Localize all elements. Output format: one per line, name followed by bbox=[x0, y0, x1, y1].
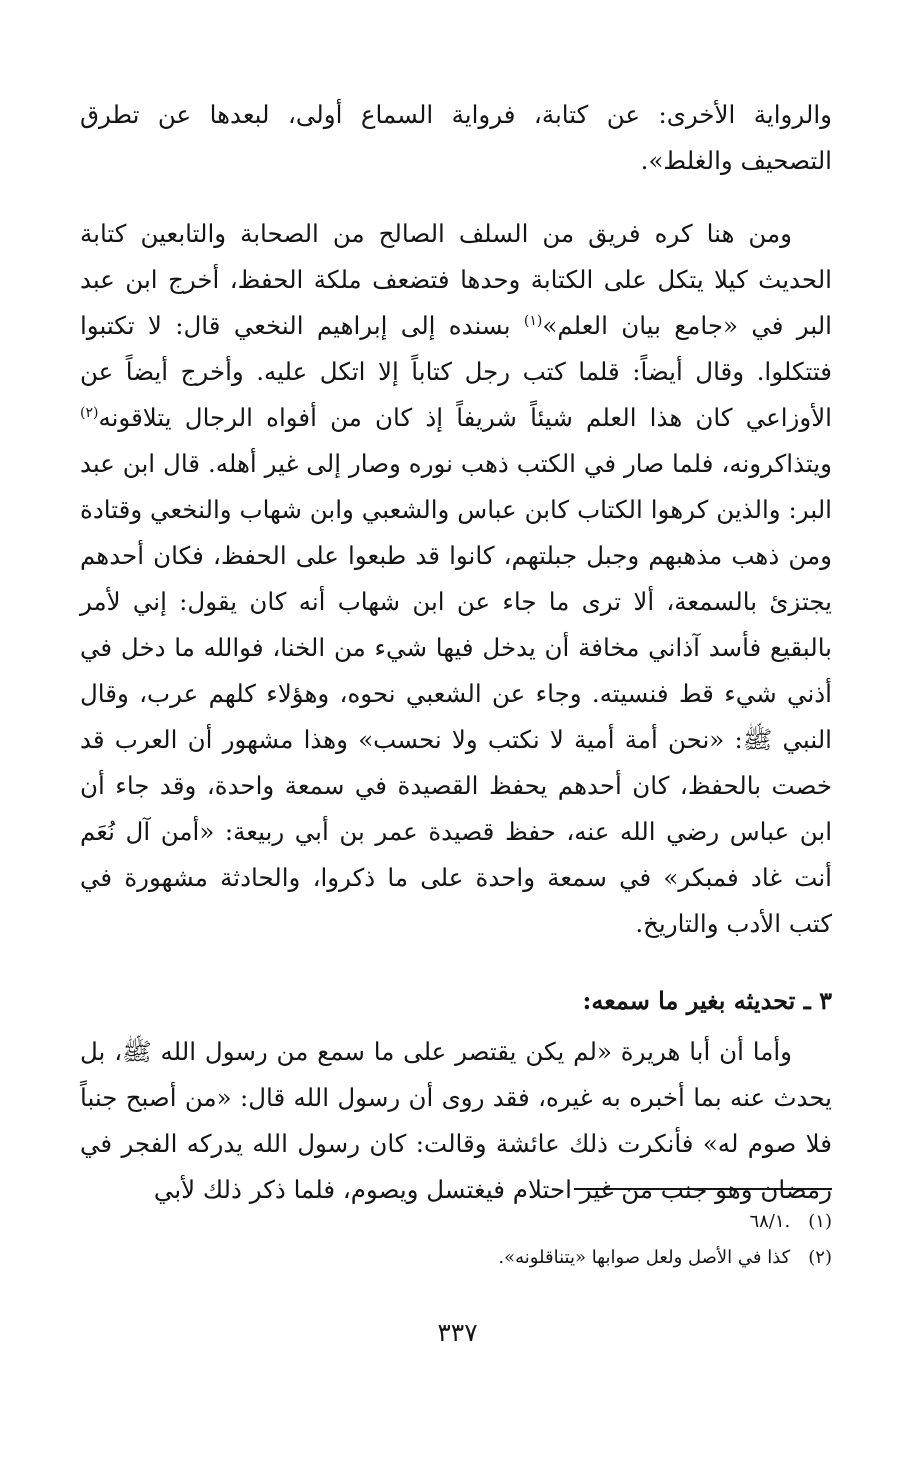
footnote-ref-1: (١) bbox=[523, 312, 543, 329]
paragraph-2-text-a: ومن هنا كره فريق من السلف الصالح من الصحابة والتابعين كتابة الحديث كيلا يتكل على الكتابة وحدها فتضعف ملكة الحفظ، أخرج ابن عبد البر في «جامع بيان العلم» bbox=[80, 219, 832, 340]
footnote-separator bbox=[574, 1188, 832, 1190]
paragraph-3: وأما أن أبا هريرة «لم يكن يقتصر على ما سمع من رسول الله ﷺ، بل يحدث عنه بما أخبره به غيره، فقد روى أن رسول الله قال: «من أصبح جنباً فلا صوم له» فأنكرت ذلك عائشة وقالت: كان رسول الله يدركه الفجر في رمضان وهو جنب من غير احتلام فيغتسل ويصوم، فلما ذكر ذلك لأبي bbox=[80, 1037, 832, 1204]
footnote-1 bbox=[80, 1204, 832, 1240]
page-number: ٣٣٧ bbox=[437, 1318, 478, 1347]
paragraph-2-text-b: بسنده إلى إبراهيم النخعي قال: لا تكتبوا فتتكلوا. وقال أيضاً: قلما كتب رجل كتاباً إلا اتكل عليه. وأخرج أيضاً عن الأوزاعي كان هذا العلم شيئاً شريفاً إذ كان من أفواه الرجال يتلاقونه bbox=[80, 311, 832, 432]
paragraph-2-text-c: ويتذاكرونه، فلما صار في الكتب ذهب نوره وصار إلى غير أهله. قال ابن عبد البر: والذين كرهوا الكتاب كابن عباس والشعبي وابن شهاب والنخعي وقتادة ومن ذهب مذهبهم وجبل جبلتهم، كانوا قد طبعوا على الحفظ، فكان أحدهم يجتزئ بالسمعة، ألا ترى ما جاء عن ابن شهاب أنه كان يقول: إني لأمر بالبقيع فأسد آذاني مخافة أن يدخل فيها شيء من الخنا، فوالله ما دخل في أذني شيء قط فنسيته. وجاء عن الشعبي نحوه، وهؤلاء كلهم عرب، وقال النبي ﷺ: «نحن أمة أمية لا نكتب ولا نحسب» وهذا مشهور أن العرب قد خصت بالحفظ، كان أحدهم يحفظ القصيدة في سمعة واحدة، وقد جاء أن ابن عباس رضي الله عنه، حفظ قصيدة عمر بن أبي ربيعة: «أمن آل نُعَم أنت غاد فمبكر» في سمعة واحدة على ما ذكروا، والحادثة مشهورة في كتب الأدب والتاريخ. bbox=[80, 449, 832, 938]
footnote-text: .٦٨/١ bbox=[749, 1211, 791, 1232]
main-text bbox=[80, 92, 832, 1213]
paragraph-2 bbox=[80, 211, 832, 947]
footnotes bbox=[80, 1204, 832, 1276]
footnote-number: (١) bbox=[808, 1211, 832, 1232]
paragraph-1: والرواية الأخرى: عن كتابة، فرواية السماع أولى، لبعدها عن تطرق التصحيف والغلط». bbox=[80, 100, 832, 175]
footnote-text: كذا في الأصل ولعل صوابها «يتناقلونه». bbox=[498, 1247, 791, 1268]
footnote-number: (٢) bbox=[808, 1247, 832, 1268]
section-heading: ٣ ـ تحديثه بغير ما سمعه: bbox=[582, 986, 832, 1015]
footnote-ref-2: (٢) bbox=[80, 404, 99, 421]
footnote-2 bbox=[80, 1240, 832, 1276]
